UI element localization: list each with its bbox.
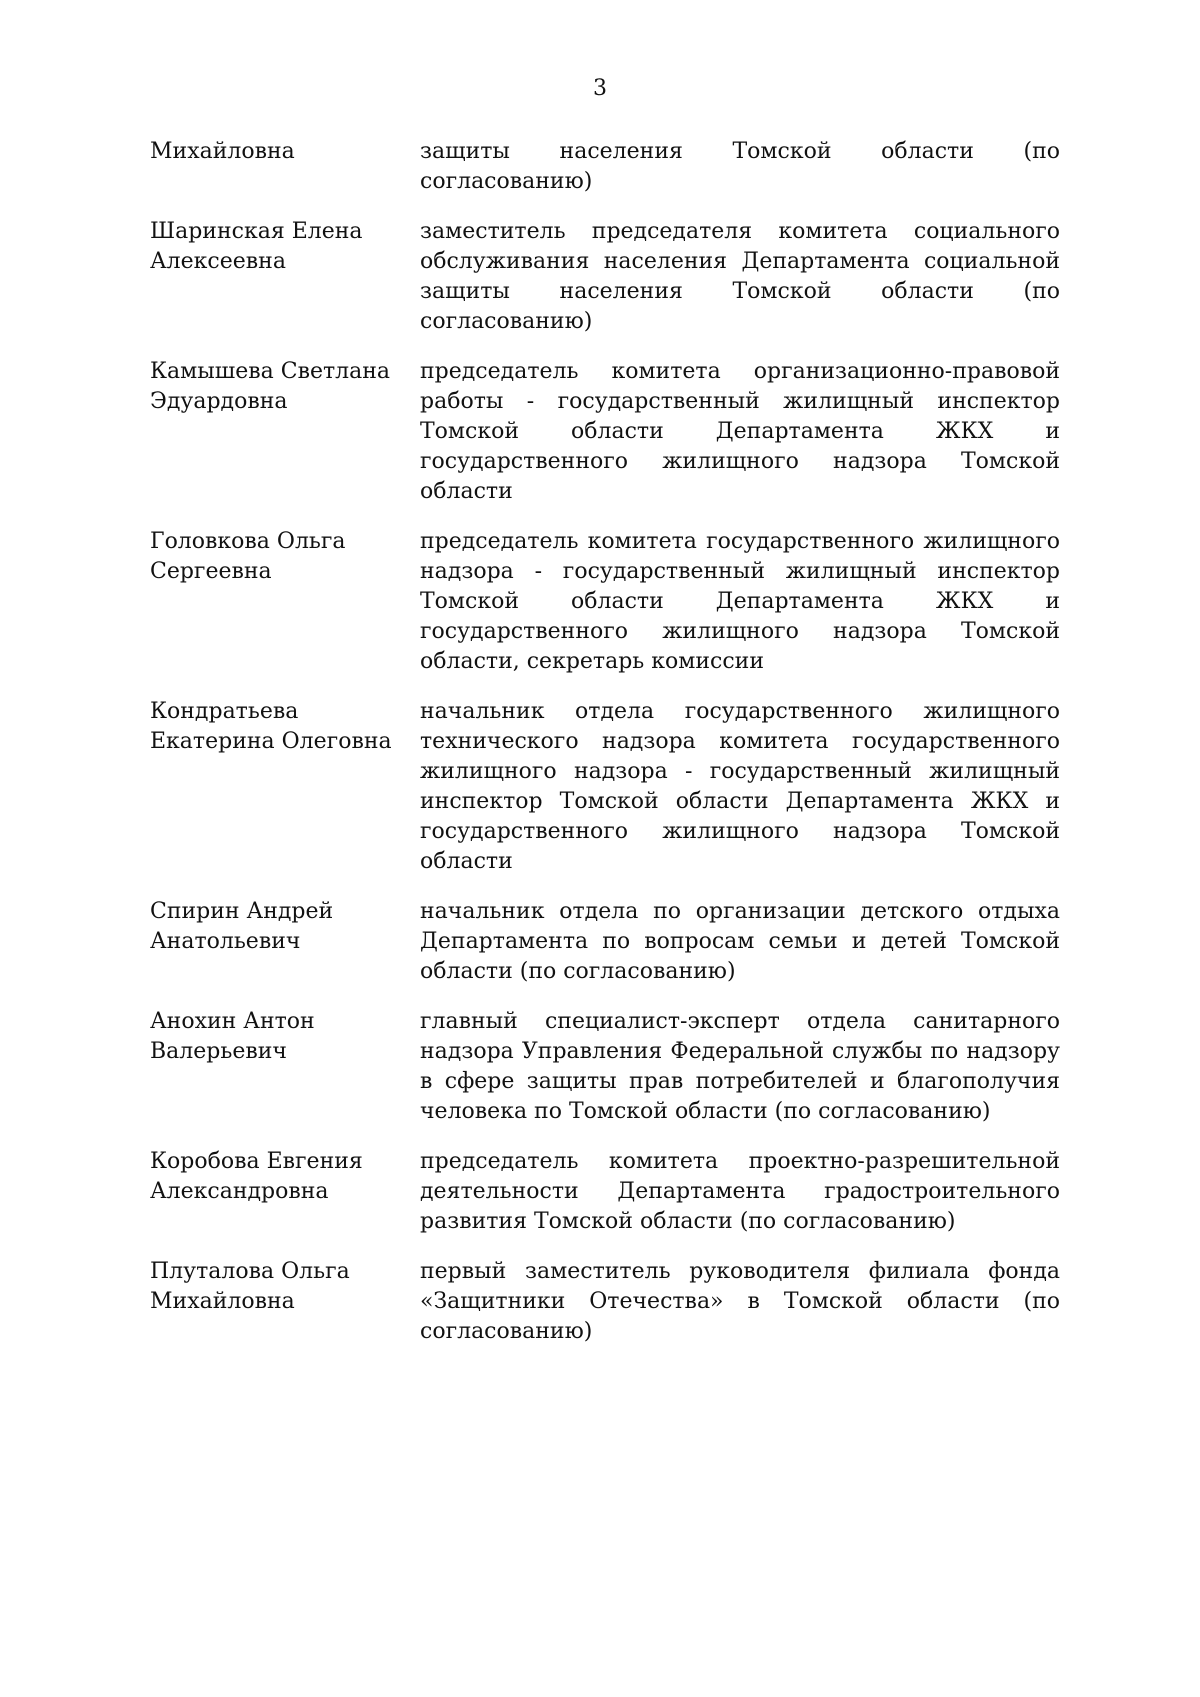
page-number: 3: [593, 76, 607, 101]
member-name: Головкова Ольга Сергеевна: [150, 529, 346, 584]
member-position: председатель комитета государственного жилищного надзора - государственный жилищный инспектор Томской области Департамента ЖКХ и государственного жилищного надзора Томской области, секретарь комиссии: [420, 529, 1060, 674]
member-position: председатель комитета проектно-разрешительной деятельности Департамента градостроительного развития Томской области (по согласованию): [420, 1149, 1060, 1234]
member-entry: [150, 217, 1060, 337]
member-name: Кондратьева Екатерина Олеговна: [150, 699, 392, 754]
member-position: главный специалист-эксперт отдела санитарного надзора Управления Федеральной службы по надзору в сфере защиты прав потребителей и благополучия человека по Томской области (по согласованию): [420, 1009, 1060, 1124]
member-position: начальник отдела по организации детского отдыха Департамента по вопросам семьи и детей Томской области (по согласованию): [420, 899, 1060, 984]
member-entry: [150, 897, 1060, 987]
member-name: Коробова Евгения Александровна: [150, 1149, 363, 1204]
member-name: Анохин Антон Валерьевич: [150, 1009, 315, 1064]
member-name: Шаринская Елена Алексеевна: [150, 219, 363, 274]
member-position: заместитель председателя комитета социального обслуживания населения Департамента социальной защиты населения Томской области (по согласованию): [420, 219, 1060, 334]
member-position: защиты населения Томской области (по согласованию): [420, 139, 1060, 194]
member-entry: [150, 527, 1060, 677]
member-name: Спирин Андрей Анатольевич: [150, 899, 334, 954]
member-entry: [150, 357, 1060, 507]
member-entry: [150, 1147, 1060, 1237]
member-entry: [150, 137, 1060, 197]
member-name: Камышева Светлана Эдуардовна: [150, 359, 391, 414]
member-name: Михайловна: [150, 139, 295, 164]
commission-member-list: [150, 137, 1060, 1367]
member-position: первый заместитель руководителя филиала фонда «Защитники Отечества» в Томской области (по согласованию): [420, 1259, 1060, 1344]
member-entry: [150, 1007, 1060, 1127]
member-name: Плуталова Ольга Михайловна: [150, 1259, 350, 1314]
member-entry: [150, 697, 1060, 877]
member-entry: [150, 1257, 1060, 1347]
member-position: начальник отдела государственного жилищного технического надзора комитета государственного жилищного надзора - государственный жилищный инспектор Томской области Департамента ЖКХ и государственного жилищного надзора Томской области: [420, 699, 1060, 874]
member-position: председатель комитета организационно-правовой работы - государственный жилищный инспектор Томской области Департамента ЖКХ и государственного жилищного надзора Томской области: [420, 359, 1060, 504]
